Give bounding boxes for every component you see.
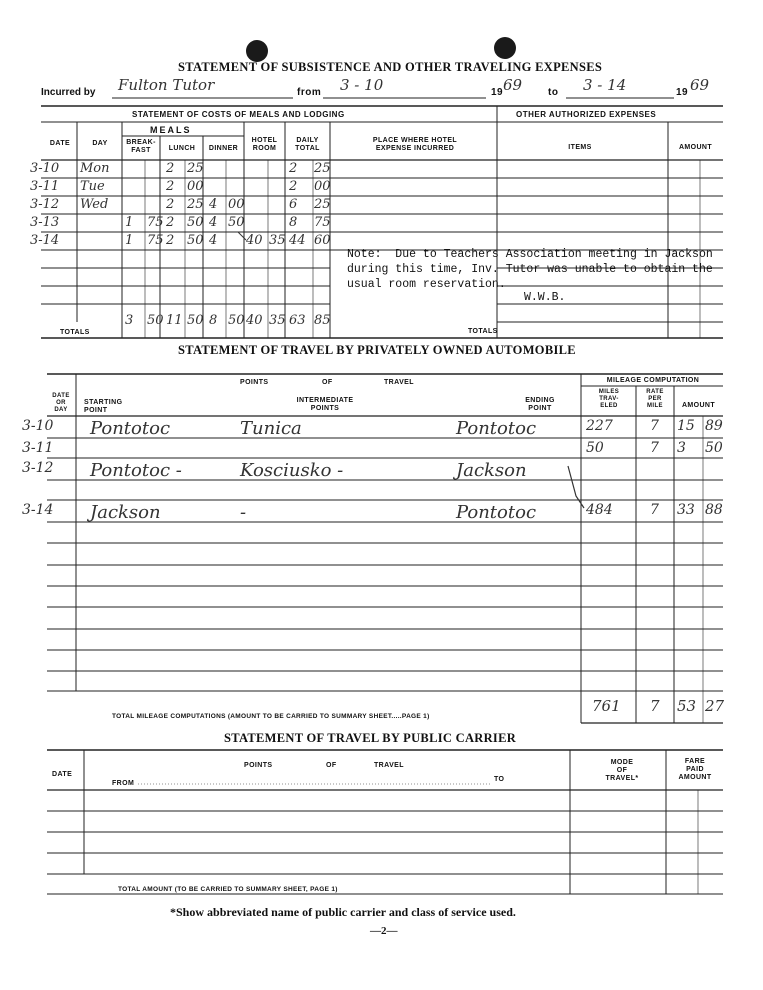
travel-label: TRAVEL [384,379,414,386]
daily-total-cents: 60 [314,233,331,248]
lunch-dollars: 2 [166,215,175,230]
totals-label-left: TOTALS [60,329,90,336]
lunch-dollars: 2 [166,197,175,212]
auto-date: 3-10 [22,418,54,434]
public-total-label: TOTAL AMOUNT (TO BE CARRIED TO SUMMARY SHEET, PAGE 1) [118,886,338,893]
amount-cents: 50 [705,440,723,456]
auto-date: 3-11 [22,440,54,456]
daily-total-dollars: 8 [289,215,298,230]
meal-day: Tue [80,179,105,194]
total-amount-cents: 27 [705,697,725,715]
meal-row [0,196,500,214]
auto-amount-header: AMOUNT [681,402,716,409]
lunch-header: LUNCH [168,145,196,152]
dinner-header: DINNER [208,145,239,152]
lunch-cents: 25 [187,161,204,176]
auto-date-header: DATE OR DAY [52,393,70,413]
total-lunch-dollars: 11 [166,313,183,328]
auto-row [0,418,763,438]
public-of-label: OF [326,762,337,769]
meal-day: Wed [80,197,109,212]
total-rate: 7 [650,697,660,715]
public-to-label: TO [494,776,505,783]
daily-total-dollars: 44 [289,233,306,248]
lunch-cents: 00 [187,179,204,194]
breakfast-header: BREAK- FAST [126,139,156,154]
incurred-by-name: Fulton Tutor [118,76,215,94]
meal-row [0,160,500,178]
ending-point: Pontotoc [456,418,537,439]
rate-per-mile-header: RATE PER MILE [646,389,664,409]
year-2: 69 [690,76,710,94]
note-initials: W.W.B. [524,291,566,304]
amount-dollars: 15 [677,418,695,434]
lunch-cents: 50 [187,233,204,248]
intermediate-points-header: INTERMEDIATE POINTS [296,397,354,412]
breakfast-cents: 75 [147,215,164,230]
year-1: 69 [503,76,523,94]
day-header: DAY [92,140,108,147]
incurred-by-label: Incurred by [41,87,96,98]
auto-row [0,440,763,460]
meal-day: Mon [80,161,110,176]
daily-total-cents: 00 [314,179,331,194]
from-label: from [297,87,322,98]
year-prefix-1: 19 [491,87,504,98]
intermediate-point: Tunica [240,418,302,439]
amount-dollars: 33 [677,502,695,518]
public-carrier-title: STATEMENT OF TRAVEL BY PUBLIC CARRIER [224,731,517,745]
miles-traveled: 227 [586,418,613,434]
meal-date: 3-14 [30,233,60,248]
total-mileage-label: TOTAL MILEAGE COMPUTATIONS (AMOUNT TO BE CARRIED TO SUMMARY SHEET.....PAGE 1) [112,713,430,720]
auto-date: 3-14 [22,502,54,518]
meal-date: 3-11 [30,179,60,194]
daily-total-header: DAILY TOTAL [295,137,320,152]
ending-point-header: ENDING POINT [525,397,555,412]
amount-dollars: 3 [677,440,686,456]
auto-date: 3-12 [22,460,54,476]
total-lunch-cents: 50 [187,313,204,328]
meals-section-title: STATEMENT OF COSTS OF MEALS AND LODGING [132,110,345,119]
hotel-dollars: 40 [246,233,263,248]
hotel-cents: 35 [269,233,286,248]
total-dinner-cents: 50 [228,313,245,328]
daily-total-cents: 25 [314,197,331,212]
breakfast-cents: 75 [147,233,164,248]
starting-point: Jackson [90,502,161,523]
miles-traveled: 50 [586,440,604,456]
page-number: —2— [370,925,398,937]
public-date-header: DATE [52,771,73,778]
amount-header: AMOUNT [678,144,713,151]
amount-cents: 88 [705,502,723,518]
year-prefix-2: 19 [676,87,689,98]
lunch-cents: 50 [187,215,204,230]
amount-cents: 89 [705,418,723,434]
daily-total-dollars: 2 [289,161,298,176]
dinner-dollars: 4 [209,215,218,230]
footnote: *Show abbreviated name of public carrier and class of service used. [170,905,516,919]
intermediate-point: Kosciusko - [240,460,344,481]
total-breakfast-cents: 50 [147,313,164,328]
total-breakfast-dollars: 3 [125,313,134,328]
fare-paid-header: FARE PAID AMOUNT [678,758,712,781]
lodging-note: Note: Due to Teachers Association meeting in Jackson during this time, Inv. Tutor was unable to obtain the usual room reservation. [347,248,713,291]
rate-per-mile: 7 [650,418,659,434]
ending-point: Pontotoc [456,502,537,523]
total-miles: 761 [592,697,621,715]
meals-header: MEALS [150,125,192,135]
dinner-dollars: 4 [209,233,218,248]
total-daily-total-dollars: 63 [289,313,306,328]
auto-row [0,460,763,480]
miles-traveled: 484 [586,502,613,518]
from-date: 3 - 10 [340,76,384,94]
other-expenses-title: OTHER AUTHORIZED EXPENSES [516,110,657,119]
lunch-cents: 25 [187,197,204,212]
breakfast-dollars: 1 [125,215,134,230]
breakfast-dollars: 1 [125,233,134,248]
rate-per-mile: 7 [650,440,659,456]
to-date: 3 - 14 [583,76,627,94]
total-amount-dollars: 53 [677,697,697,715]
ending-point: Jackson [456,460,527,481]
totals-label-right: TOTALS [468,328,498,335]
public-from-label: FROM [112,780,135,787]
to-label: to [548,87,559,98]
daily-total-dollars: 2 [289,179,298,194]
date-header: DATE [49,140,71,147]
points-label: POINTS [240,379,269,386]
dinner-dollars: 4 [209,197,218,212]
meal-row [0,214,500,232]
starting-point: Pontotoc - [90,460,182,481]
auto-section-title: STATEMENT OF TRAVEL BY PRIVATELY OWNED AUTOMOBILE [178,343,576,357]
dinner-cents: 50 [228,215,245,230]
public-travel-label: TRAVEL [374,762,404,769]
hotel-header: HOTEL ROOM [251,137,278,152]
total-hotel-cents: 35 [269,313,286,328]
items-header: ITEMS [568,144,592,151]
lunch-dollars: 2 [166,179,175,194]
public-points-label: POINTS [244,762,273,769]
lunch-dollars: 2 [166,161,175,176]
form-title: STATEMENT OF SUBSISTENCE AND OTHER TRAVELING EXPENSES [178,60,603,74]
auto-row [0,502,763,522]
meal-date: 3-12 [30,197,60,212]
of-label: OF [322,379,333,386]
daily-total-cents: 25 [314,161,331,176]
total-daily-total-cents: 85 [314,313,331,328]
daily-total-dollars: 6 [289,197,298,212]
dinner-cents: 00 [228,197,245,212]
miles-traveled-header: MILES TRAV- ELED [598,389,620,409]
total-dinner-dollars: 8 [209,313,218,328]
lunch-dollars: 2 [166,233,175,248]
starting-point-header: STARTING POINT [84,399,123,414]
mileage-computation-header: MILEAGE COMPUTATION [606,377,700,384]
rate-per-mile: 7 [650,502,659,518]
intermediate-point: - [240,502,247,523]
starting-point: Pontotoc [90,418,171,439]
total-hotel-dollars: 40 [246,313,263,328]
meal-row [0,178,500,196]
place-header: PLACE WHERE HOTEL EXPENSE INCURRED [372,137,458,152]
daily-total-cents: 75 [314,215,331,230]
meal-date: 3-10 [30,161,60,176]
mode-of-travel-header: MODE OF TRAVEL* [605,759,639,782]
meal-date: 3-13 [30,215,60,230]
